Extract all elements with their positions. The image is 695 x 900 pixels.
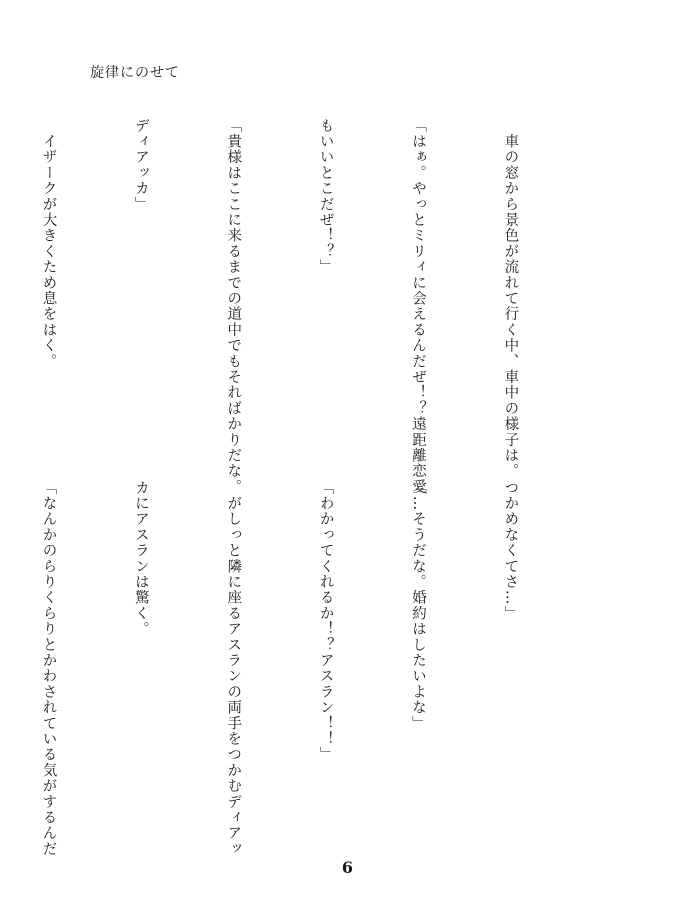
text-line: 「わかってくれるか！？アスラン！！」 (317, 480, 334, 763)
text-line: 「なんかのらりくらりとかわされている気がするんだ (40, 480, 57, 857)
upper-text-block (40, 118, 587, 495)
text-line: ディアッカ」 (132, 118, 149, 213)
text-line: 「はぁ。やっとミリィに会えるんだぜ！？遠距離恋愛 (410, 118, 427, 495)
text-line: 車の窓から景色が流れて行く中、車中の様子は。 (502, 118, 519, 480)
page-number: 6 (341, 858, 354, 877)
text-line: カにアスランは驚く。 (132, 480, 149, 637)
text-line: イザークが大きくため息をはく。 (40, 118, 57, 370)
text-line: がしっと隣に座るアスランの両手をつかむディアッ (225, 480, 242, 857)
lower-text-block (40, 480, 587, 857)
text-line: つかめなくてさ…」 (502, 480, 519, 622)
text-line: 「…そうだな。婚約はしたいよな」 (410, 480, 427, 732)
text-line: 「貴様はここに来るまでの道中でもそればかりだな。 (225, 118, 242, 495)
text-line: もいいとこだぜ！？」 (317, 118, 334, 275)
running-title: 旋律にのせて (90, 65, 180, 81)
